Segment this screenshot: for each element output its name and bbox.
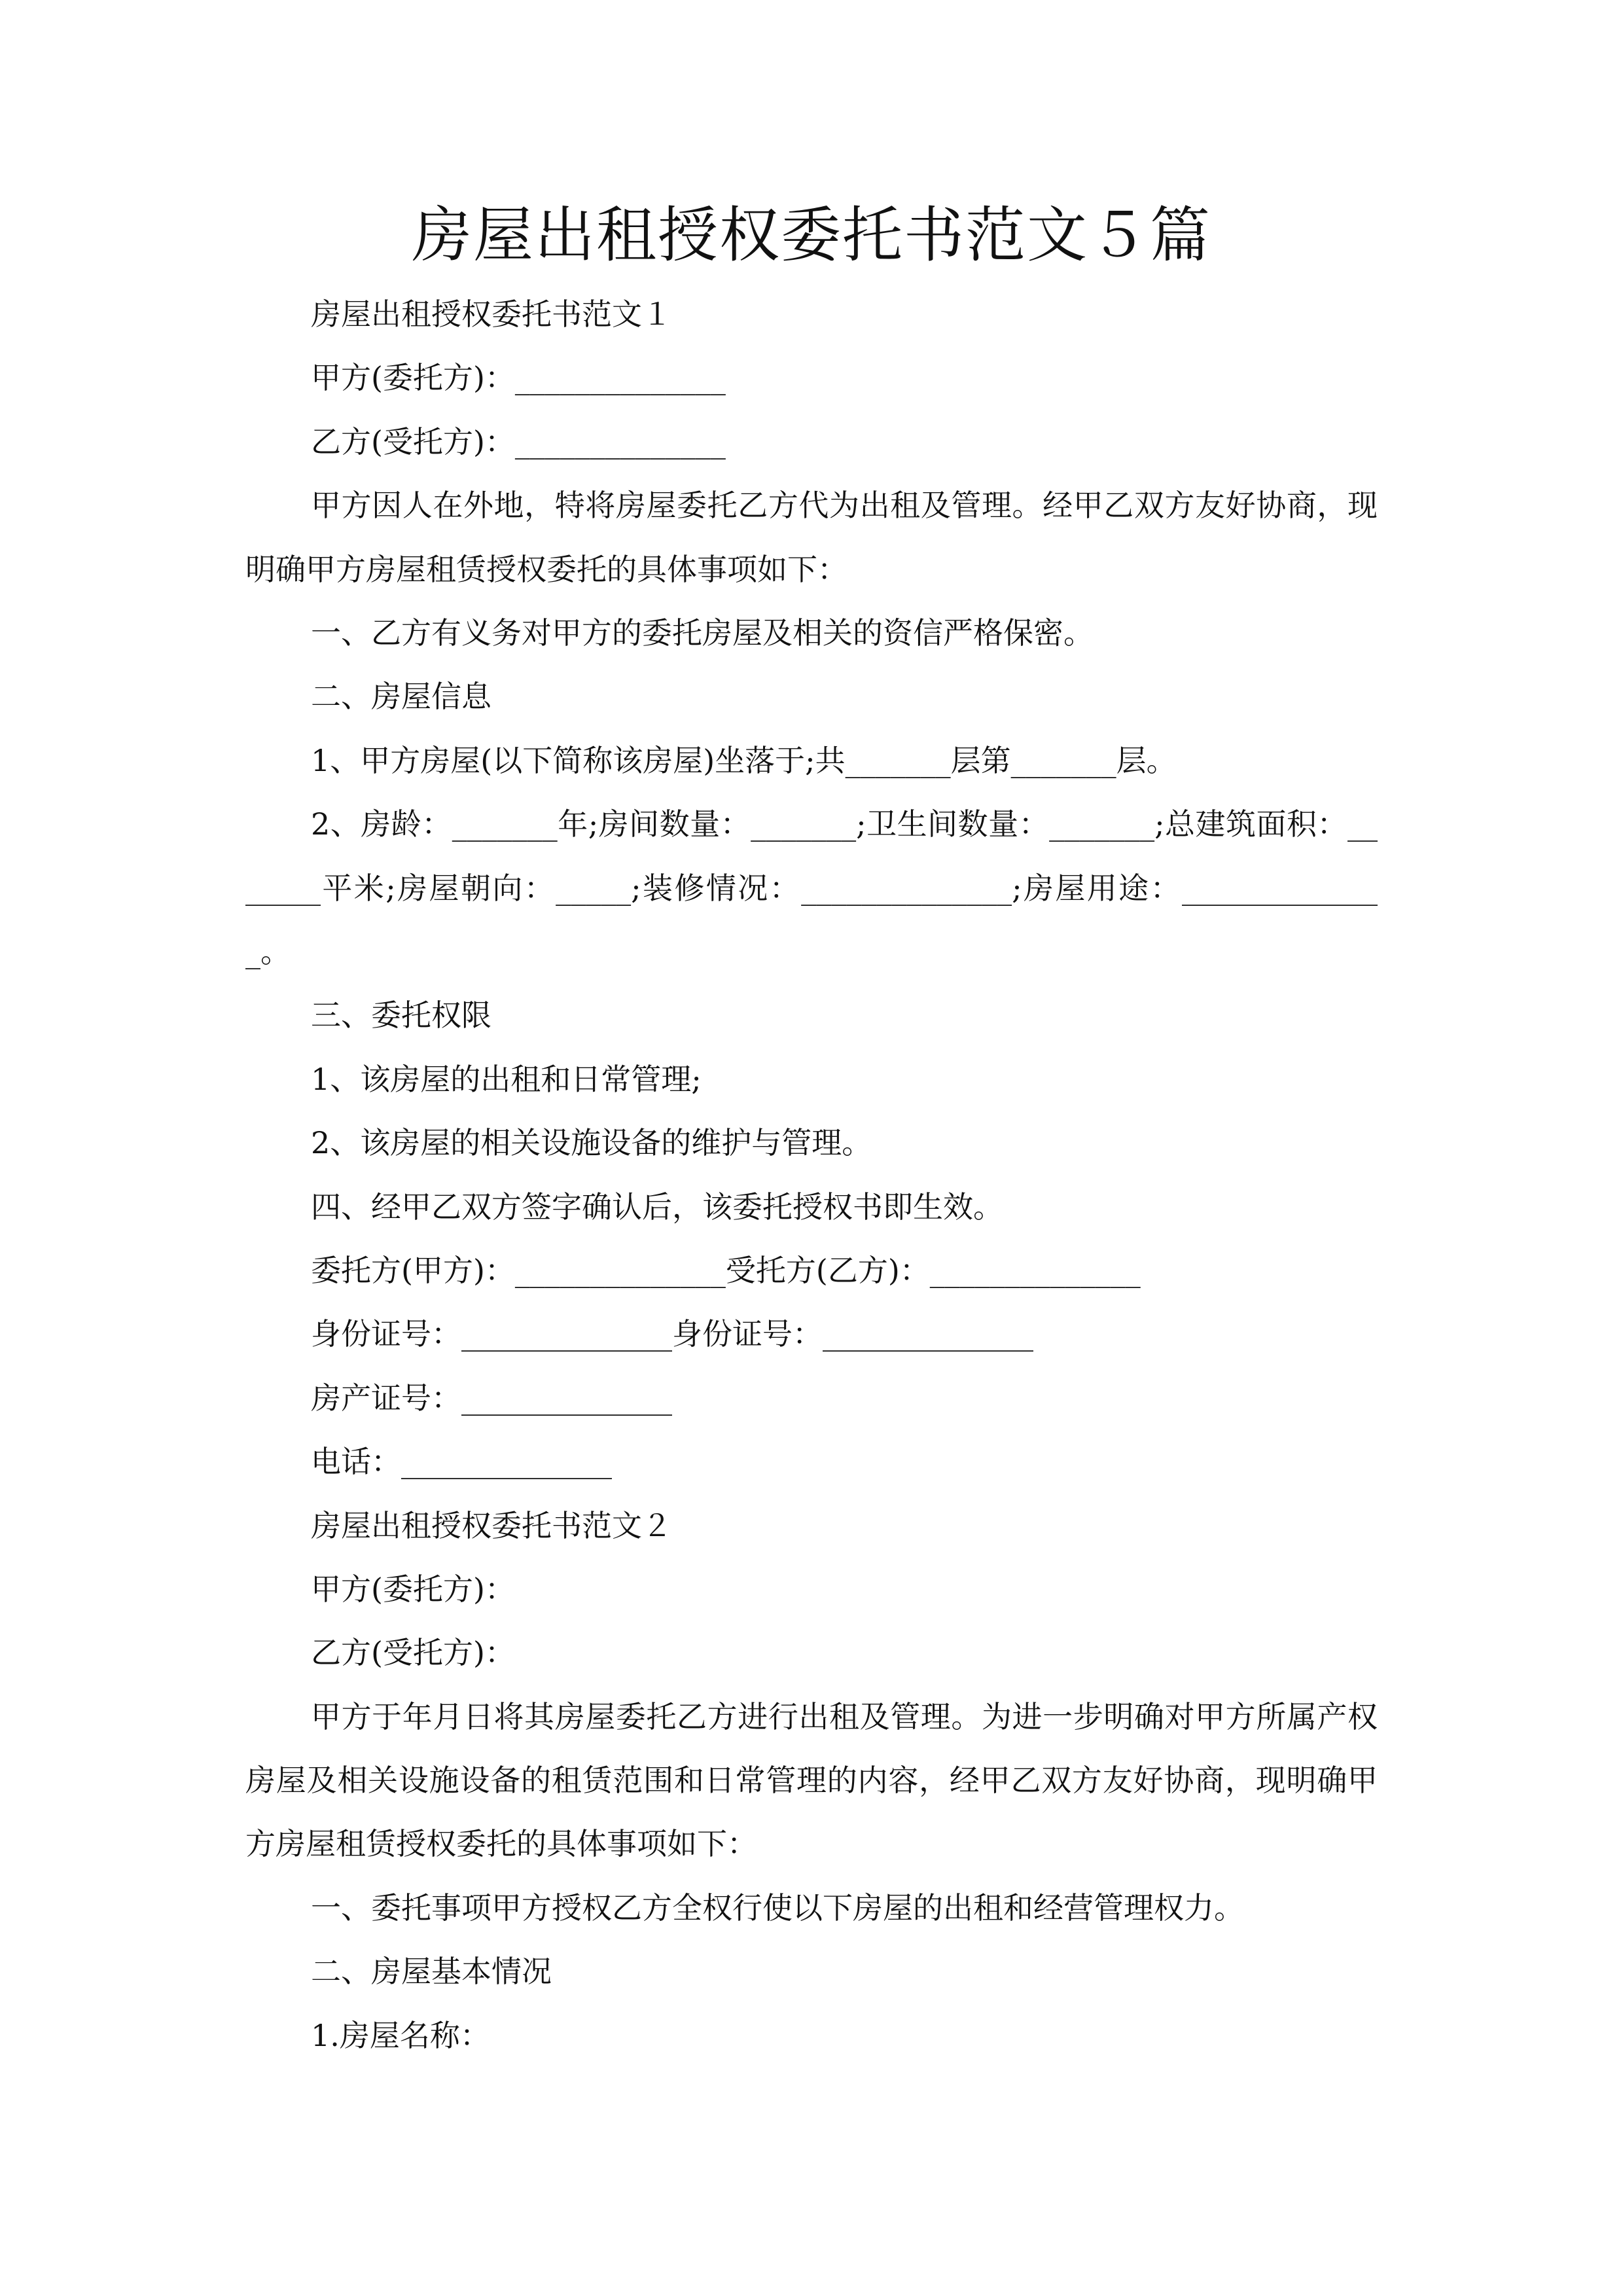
party-a-line: 甲方(委托方)：______________ — [311, 360, 726, 396]
signature-line: 委托方(甲方)：______________受托方(乙方)：______________ — [311, 1252, 1141, 1288]
property-cert-line: 房产证号：______________ — [311, 1380, 672, 1416]
clause: 1、该房屋的出租和日常管理; — [311, 1061, 702, 1097]
clause-heading: 二、房屋基本情况 — [311, 1954, 552, 1990]
clause: 2、该房屋的相关设施设备的维护与管理。 — [311, 1125, 872, 1161]
party-b-line: 乙方(受托方)：______________ — [311, 423, 726, 459]
party-b-line: 乙方(受托方)： — [311, 1635, 515, 1671]
party-a-line: 甲方(委托方)： — [311, 1571, 515, 1607]
section-heading: 房屋出租授权委托书范文１ — [311, 296, 672, 332]
id-number-line: 身份证号：______________身份证号：______________ — [311, 1316, 1033, 1352]
paragraph: 2、房龄：_______年;房间数量：_______;卫生间数量：_______;总建筑面积：_______平米;房屋朝向：_____;装修情况：______________;房屋用途：______________。 — [245, 806, 1378, 969]
clause: 一、委托事项甲方授权乙方全权行使以下房屋的出租和经营管理权力。 — [311, 1890, 1244, 1926]
clause-heading: 二、房屋信息 — [311, 679, 491, 715]
paragraph: 甲方因人在外地，特将房屋委托乙方代为出租及管理。经甲乙双方友好协商，现明确甲方房屋租赁授权委托的具体事项如下： — [245, 488, 1378, 587]
clause: 1、甲方房屋(以下简称该房屋)坐落于;共_______层第_______层。 — [311, 742, 1177, 778]
clause: 1.房屋名称： — [311, 2017, 490, 2053]
section-heading: 房屋出租授权委托书范文２ — [311, 1507, 672, 1543]
phone-line: 电话：______________ — [311, 1444, 612, 1480]
document-body — [245, 283, 1378, 2068]
clause: 一、乙方有义务对甲方的委托房屋及相关的资信严格保密。 — [311, 615, 1094, 651]
paragraph: 甲方于年月日将其房屋委托乙方进行出租及管理。为进一步明确对甲方所属产权房屋及相关设施设备的租赁范围和日常管理的内容，经甲乙双方友好协商，现明确甲方房屋租赁授权委托的具体事项如下： — [245, 1698, 1378, 1862]
document-title: 房屋出租授权委托书范文５篇 — [411, 200, 1211, 270]
clause: 四、经甲乙双方签字确认后，该委托授权书即生效。 — [311, 1189, 1003, 1225]
clause-heading: 三、委托权限 — [311, 997, 491, 1033]
